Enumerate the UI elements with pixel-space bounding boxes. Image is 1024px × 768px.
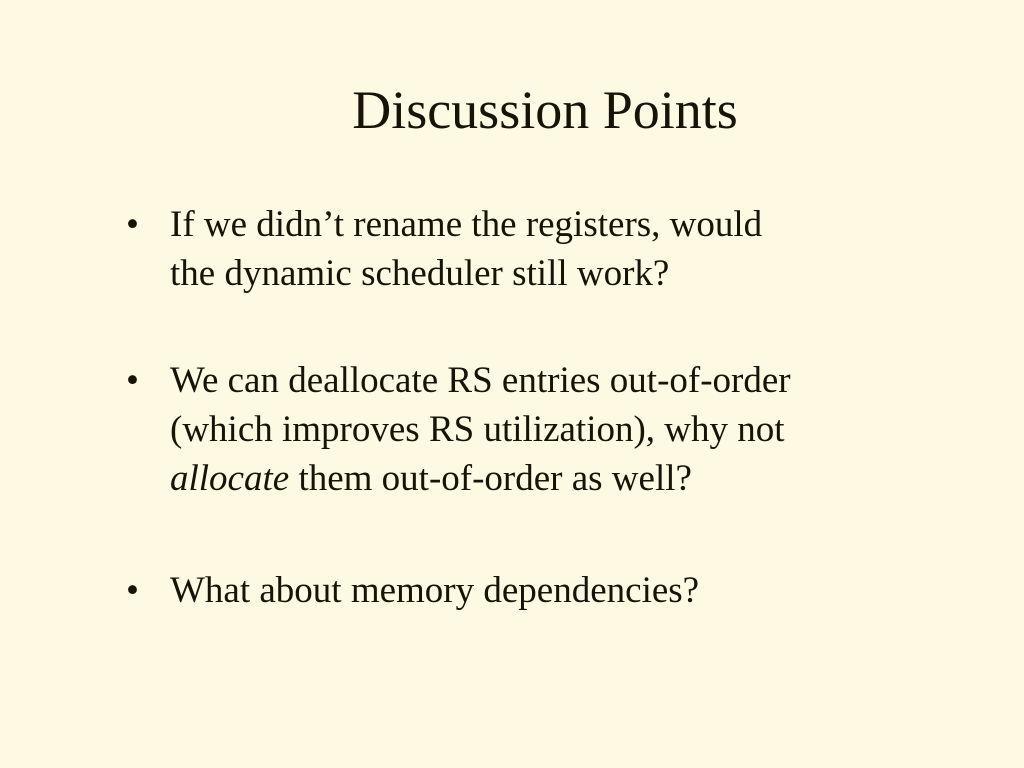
bullet-item bbox=[126, 566, 986, 615]
bullet-item bbox=[126, 200, 986, 298]
emphasized-word: allocate bbox=[170, 458, 290, 499]
bullet-list bbox=[126, 200, 986, 615]
bullet-text-line bbox=[170, 454, 986, 503]
bullet-item bbox=[126, 356, 986, 503]
bullet-icon: • bbox=[126, 204, 139, 245]
slide-title: Discussion Points bbox=[352, 80, 738, 140]
bullet-text-line: the dynamic scheduler still work? bbox=[170, 253, 670, 294]
bullet-icon: • bbox=[126, 360, 139, 401]
bullet-text-line: (which improves RS utilization), why not bbox=[170, 409, 785, 450]
bullet-icon: • bbox=[126, 570, 139, 611]
bullet-text-line: If we didn’t rename the registers, would bbox=[170, 204, 763, 245]
bullet-text-line: We can deallocate RS entries out-of-order bbox=[170, 360, 791, 401]
bullet-text-fragment: them out-of-order as well? bbox=[289, 458, 692, 499]
bullet-text-line: What about memory dependencies? bbox=[170, 570, 700, 611]
